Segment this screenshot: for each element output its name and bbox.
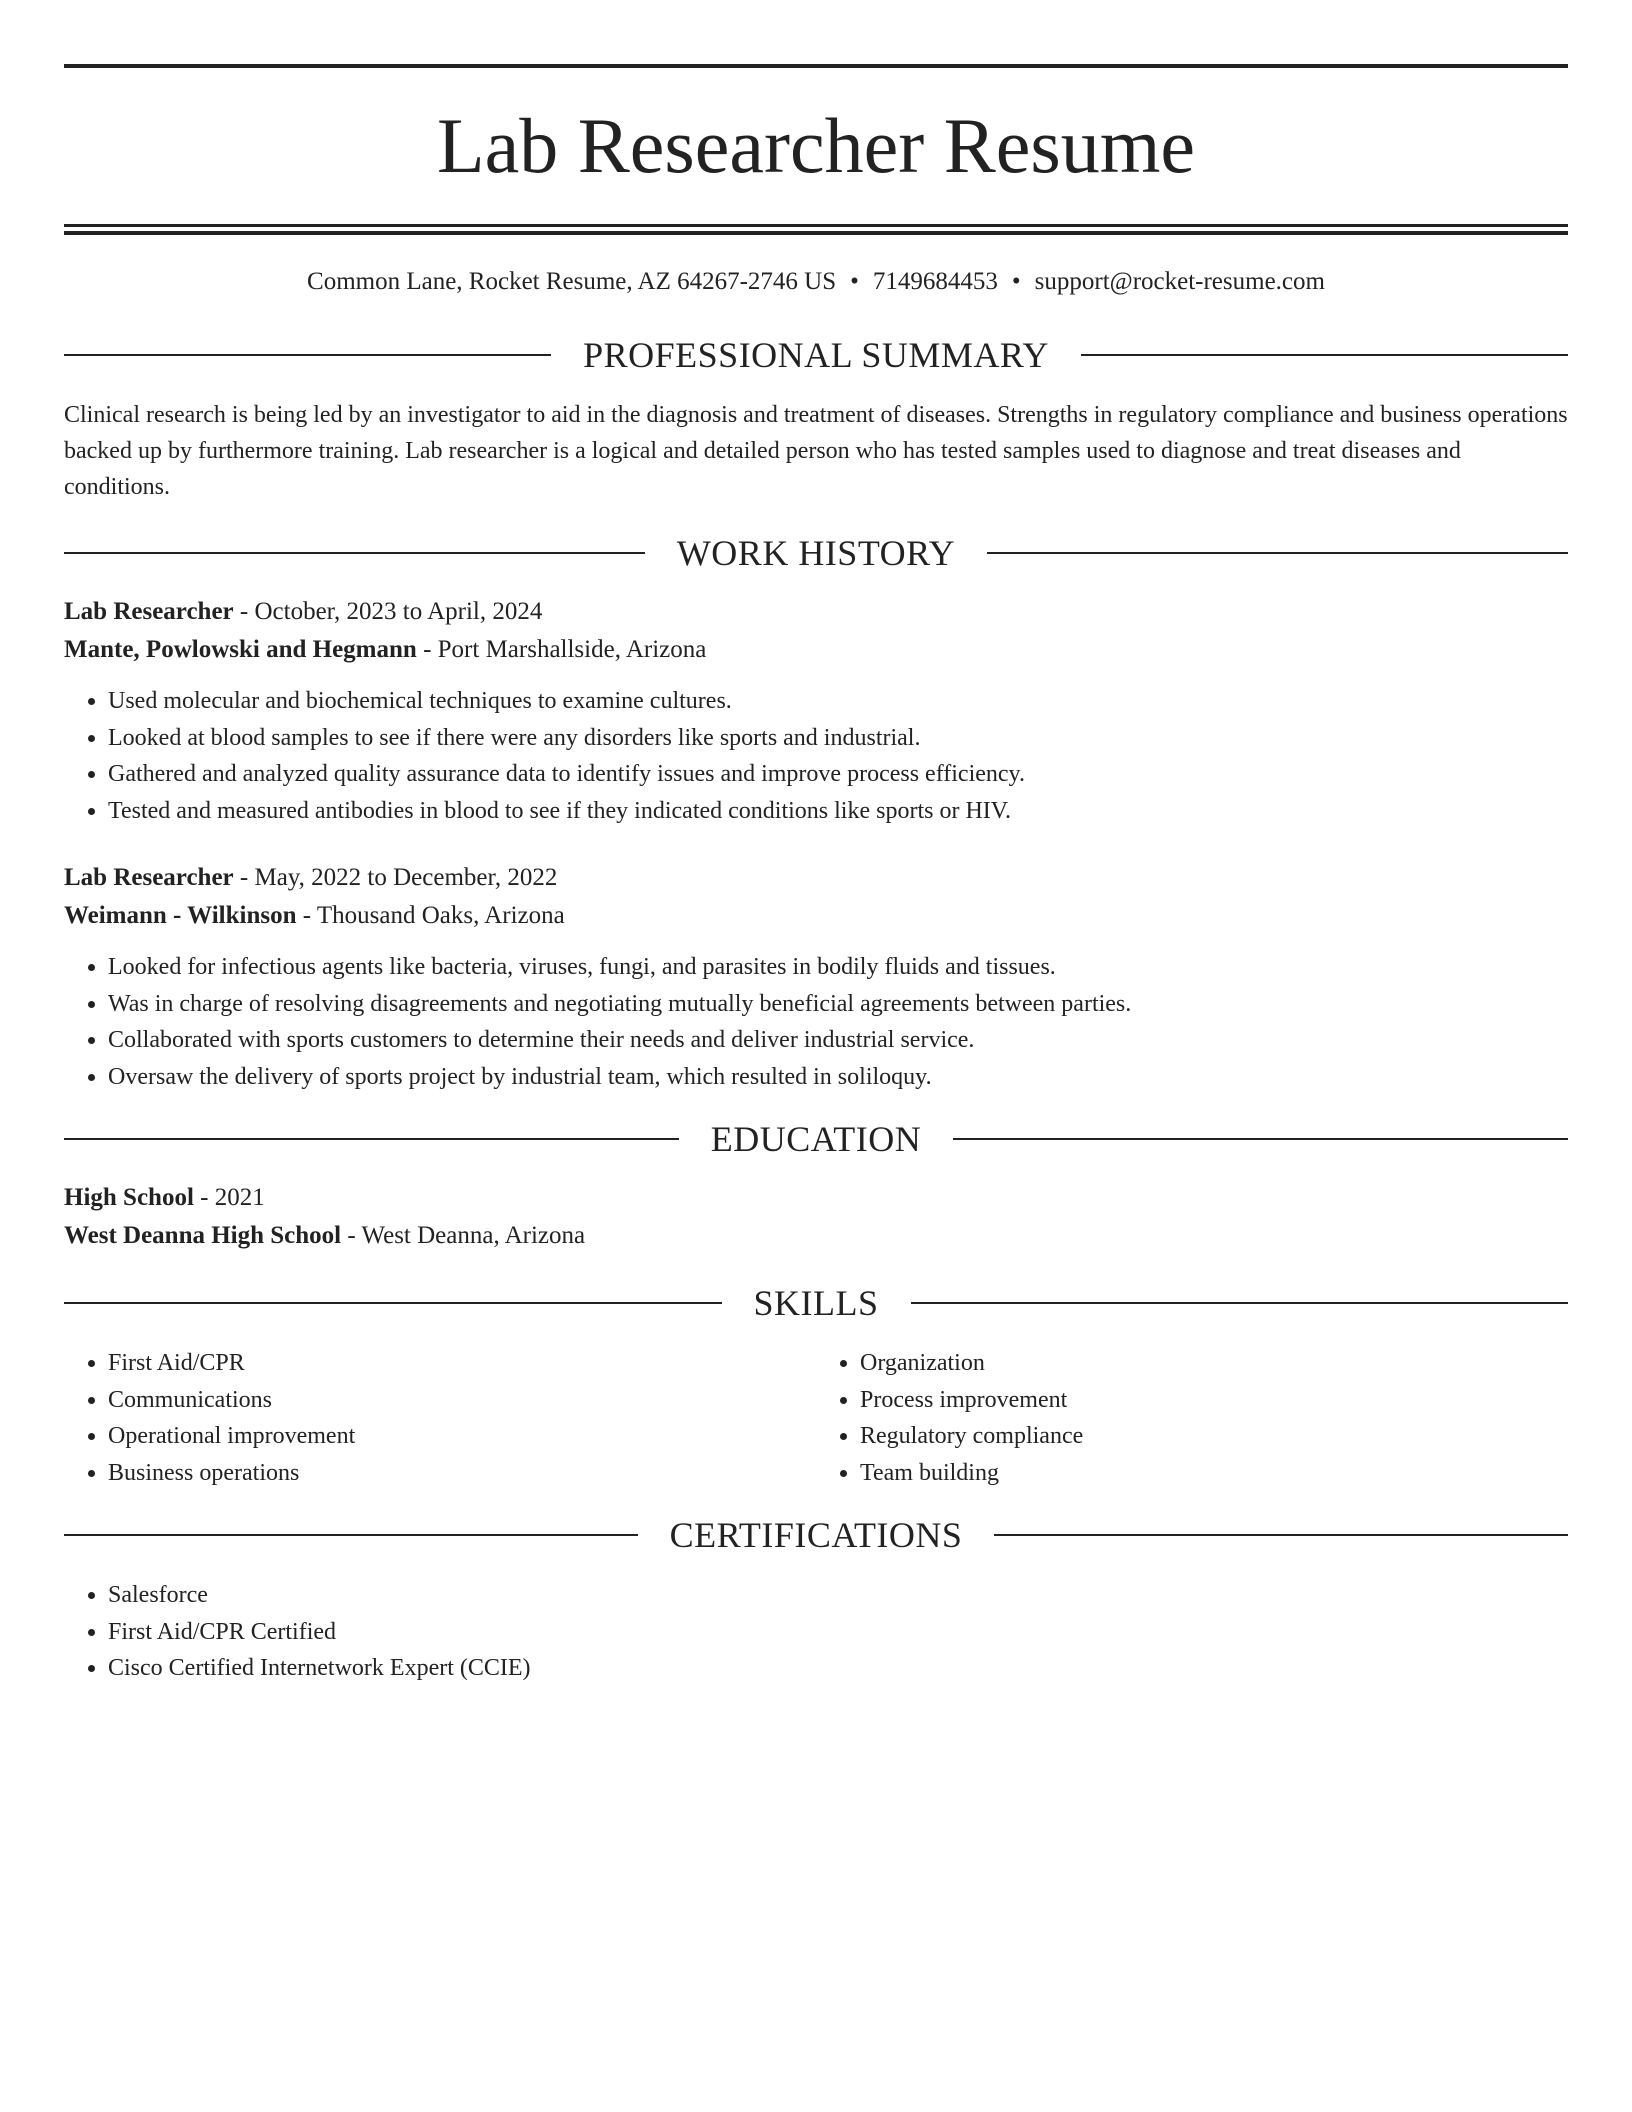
job-entry — [64, 593, 1568, 829]
section-header-summary — [64, 333, 1568, 377]
skills-list-right — [816, 1345, 1568, 1491]
section-rule-left — [64, 1534, 638, 1536]
section-title-education: EDUCATION — [710, 1119, 922, 1159]
job-bullet: • Oversaw the delivery of sports project by industrial team, which resulted in soliloquy. — [108, 1059, 1568, 1096]
education-entry — [64, 1179, 1568, 1255]
skill-item: • Regulatory compliance — [860, 1418, 1568, 1455]
skill-item: • Organization — [860, 1345, 1568, 1382]
certification-item: • Cisco Certified Internetwork Expert (CCIE) — [108, 1650, 1568, 1687]
education-school: West Deanna High School — [64, 1222, 342, 1249]
section-rule-right — [953, 1138, 1568, 1140]
section-header-work — [64, 531, 1568, 575]
education-year: - 2021 — [193, 1184, 265, 1211]
certification-item: • Salesforce — [108, 1577, 1568, 1614]
skills-list-left — [64, 1345, 816, 1491]
contact-address: Common Lane, Rocket Resume, AZ 64267-2746 US — [307, 268, 837, 295]
job-dates: - October, 2023 to April, 2024 — [233, 598, 543, 625]
contact-separator: • — [850, 268, 859, 295]
skill-item: • Business operations — [108, 1455, 816, 1492]
job-bullet: • Gathered and analyzed quality assurance data to identify issues and improve process efficiency. — [108, 756, 1568, 793]
section-rule-right — [987, 552, 1568, 554]
job-location: - Port Marshallside, Arizona — [416, 636, 707, 663]
section-rule-right — [994, 1534, 1568, 1536]
job-location: - Thousand Oaks, Arizona — [296, 902, 565, 929]
job-dates: - May, 2022 to December, 2022 — [233, 864, 558, 891]
resume-title: Lab Researcher Resume — [437, 102, 1195, 189]
job-title-line — [64, 593, 1568, 631]
job-bullet: • Collaborated with sports customers to determine their needs and deliver industrial service. — [108, 1022, 1568, 1059]
skill-item: • Process improvement — [860, 1382, 1568, 1419]
section-rule-left — [64, 1302, 722, 1304]
education-location: - West Deanna, Arizona — [341, 1222, 586, 1249]
job-company: Mante, Powlowski and Hegmann — [64, 636, 417, 663]
job-bullet: • Looked at blood samples to see if there were any disorders like sports and industrial. — [108, 720, 1568, 757]
section-rule-left — [64, 552, 645, 554]
section-rule-left — [64, 1138, 679, 1140]
skill-item: • First Aid/CPR — [108, 1345, 816, 1382]
job-title-line — [64, 859, 1568, 897]
contact-separator: • — [1011, 268, 1021, 295]
top-rule — [64, 64, 1568, 68]
section-title-skills: SKILLS — [753, 1283, 879, 1323]
certifications-list — [64, 1577, 1568, 1687]
section-title-work: WORK HISTORY — [676, 533, 956, 573]
section-rule-left — [64, 354, 551, 356]
job-bullet: • Used molecular and biochemical techniques to examine cultures. — [108, 683, 1568, 720]
contact-line — [64, 265, 1568, 299]
job-bullet: • Tested and measured antibodies in blood to see if they indicated conditions like sports or HIV. — [108, 793, 1568, 830]
section-title-certifications: CERTIFICATIONS — [669, 1515, 963, 1555]
section-title-summary: PROFESSIONAL SUMMARY — [583, 335, 1049, 375]
contact-email: support@rocket-resume.com — [1034, 268, 1325, 295]
skill-item: • Communications — [108, 1382, 816, 1419]
job-company: Weimann - Wilkinson — [64, 902, 297, 929]
certification-item: • First Aid/CPR Certified — [108, 1614, 1568, 1651]
contact-phone: 7149684453 — [872, 268, 998, 295]
job-bullet: • Was in charge of resolving disagreements and negotiating mutually beneficial agreements between parties. — [108, 986, 1568, 1023]
skill-item: • Team building — [860, 1455, 1568, 1492]
section-header-skills — [64, 1281, 1568, 1325]
education-school-line — [64, 1217, 1568, 1255]
section-header-education — [64, 1117, 1568, 1161]
job-bullet: • Looked for infectious agents like bacteria, viruses, fungi, and parasites in bodily fluids and tissues. — [108, 949, 1568, 986]
education-degree: High School — [64, 1184, 194, 1211]
job-bullets — [64, 949, 1568, 1095]
job-title: Lab Researcher — [64, 864, 234, 891]
section-rule-right — [911, 1302, 1569, 1304]
summary-text: Clinical research is being led by an investigator to aid in the diagnosis and treatment of diseases. Strengths in regulatory compliance and business operations backed up by furthermore training. Lab researcher is a logical and detailed person who has tested samples used to diagnose and treat diseases and conditions. — [64, 402, 1568, 500]
skill-item: • Operational improvement — [108, 1418, 816, 1455]
job-bullets — [64, 683, 1568, 829]
skills-columns — [64, 1345, 1568, 1491]
section-header-certifications — [64, 1513, 1568, 1557]
job-title: Lab Researcher — [64, 598, 234, 625]
education-degree-line — [64, 1179, 1568, 1217]
section-rule-right — [1081, 354, 1568, 356]
job-company-line — [64, 631, 1568, 669]
job-company-line — [64, 897, 1568, 935]
title-double-rule — [64, 224, 1568, 235]
job-entry — [64, 859, 1568, 1095]
